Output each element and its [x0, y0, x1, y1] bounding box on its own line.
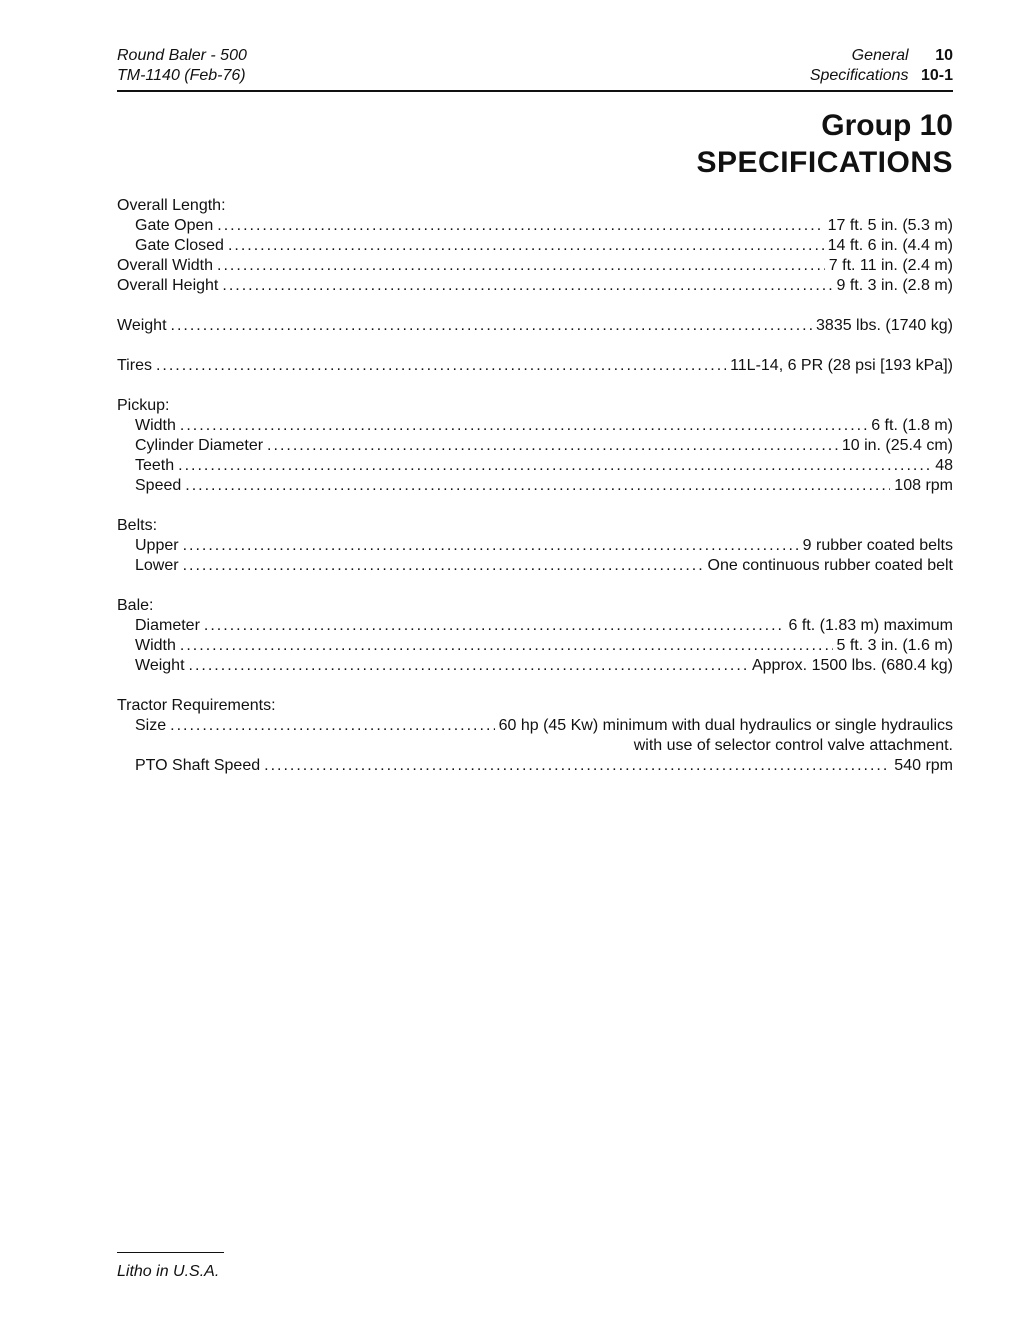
manual-number: TM-1140 (Feb-76)	[117, 67, 246, 84]
dot-leader	[185, 476, 890, 496]
spec-label: Teeth	[135, 457, 175, 474]
spec-value: 6 ft. (1.83 m) maximum	[788, 617, 953, 634]
spec-section-weight	[117, 316, 953, 336]
dot-leader	[180, 636, 833, 656]
spec-row	[117, 556, 953, 576]
dot-leader	[264, 756, 890, 776]
spec-label: Weight	[135, 657, 185, 674]
spec-value: 11L-14, 6 PR (28 psi [193 kPa])	[730, 357, 953, 374]
spec-row	[117, 756, 953, 776]
dot-leader	[217, 216, 823, 236]
dot-leader	[189, 656, 748, 676]
section-number: 10	[935, 47, 953, 64]
print-note: Litho in U.S.A.	[117, 1263, 220, 1280]
spec-value-continuation: with use of selector control valve attachment.	[633, 737, 953, 754]
spec-heading: Bale:	[117, 597, 154, 614]
dot-leader	[170, 716, 494, 736]
spec-value: 7 ft. 11 in. (2.4 m)	[828, 257, 953, 274]
spec-row	[117, 656, 953, 676]
spec-value: One continuous rubber coated belt	[707, 557, 953, 574]
group-title	[117, 108, 953, 182]
spec-page	[117, 46, 953, 796]
spec-row	[117, 636, 953, 656]
dot-leader	[171, 316, 813, 336]
group-number: Group 10	[821, 109, 953, 142]
spec-value: 9 rubber coated belts	[802, 537, 953, 554]
subsection-name: Specifications	[809, 67, 909, 84]
spec-value: 9 ft. 3 in. (2.8 m)	[836, 277, 953, 294]
spec-row	[117, 716, 953, 736]
spec-section-dimensions	[117, 196, 953, 296]
dot-leader	[183, 536, 799, 556]
dot-leader	[217, 256, 825, 276]
spec-row	[117, 476, 953, 496]
spec-heading: Tractor Requirements:	[117, 697, 276, 714]
page-number: 10-1	[920, 67, 953, 84]
dot-leader	[156, 356, 726, 376]
dot-leader	[178, 456, 931, 476]
spec-label: Gate Closed	[135, 237, 224, 254]
spec-label: Lower	[135, 557, 179, 574]
spec-label: Width	[135, 637, 176, 654]
spec-value: 5 ft. 3 in. (1.6 m)	[836, 637, 953, 654]
spec-label: Overall Height	[117, 277, 219, 294]
header-right	[810, 46, 953, 86]
spec-label: Weight	[117, 317, 167, 334]
spec-value: 60 hp (45 Kw) minimum with dual hydraulics or single hydraulics	[498, 717, 953, 734]
group-name: SPECIFICATIONS	[696, 146, 953, 179]
header-rule	[117, 90, 953, 92]
spec-label: Size	[135, 717, 167, 734]
dot-leader	[180, 416, 867, 436]
spec-section-tires	[117, 356, 953, 376]
spec-label: Diameter	[135, 617, 200, 634]
spec-value: 10 in. (25.4 cm)	[841, 437, 953, 454]
section-name: General	[851, 47, 909, 64]
spec-section-tractor	[117, 696, 953, 776]
spec-label: Speed	[135, 477, 182, 494]
spec-row	[117, 416, 953, 436]
dot-leader	[228, 236, 824, 256]
spec-heading: Belts:	[117, 517, 158, 534]
spec-row	[117, 356, 953, 376]
spec-value: 17 ft. 5 in. (5.3 m)	[827, 217, 953, 234]
page-header	[117, 46, 953, 86]
spec-label: Gate Open	[135, 217, 214, 234]
dot-leader	[204, 616, 785, 636]
spec-value: 540 rpm	[894, 757, 953, 774]
spec-heading: Pickup:	[117, 397, 170, 414]
spec-row	[117, 256, 953, 276]
spec-label: PTO Shaft Speed	[135, 757, 261, 774]
spec-label: Width	[135, 417, 176, 434]
spec-value: 108 rpm	[894, 477, 953, 494]
page-footer	[117, 1252, 224, 1281]
spec-label: Tires	[117, 357, 152, 374]
spec-value: 3835 lbs. (1740 kg)	[816, 317, 953, 334]
dot-leader	[183, 556, 704, 576]
spec-section-pickup	[117, 396, 953, 496]
spec-label: Upper	[135, 537, 179, 554]
spec-list	[117, 196, 953, 776]
spec-value: 14 ft. 6 in. (4.4 m)	[827, 237, 953, 254]
spec-row	[117, 276, 953, 296]
spec-row	[117, 456, 953, 476]
spec-heading: Overall Length:	[117, 197, 226, 214]
spec-row	[117, 436, 953, 456]
header-left	[117, 46, 247, 86]
spec-row	[117, 236, 953, 256]
spec-row	[117, 616, 953, 636]
spec-row	[117, 536, 953, 556]
spec-value: 48	[935, 457, 953, 474]
dot-leader	[267, 436, 838, 456]
spec-section-bale	[117, 596, 953, 676]
spec-section-belts	[117, 516, 953, 576]
dot-leader	[222, 276, 832, 296]
spec-row	[117, 216, 953, 236]
spec-label: Overall Width	[117, 257, 214, 274]
footer-rule	[117, 1252, 224, 1253]
manual-title: Round Baler - 500	[117, 47, 247, 64]
spec-row	[117, 316, 953, 336]
spec-value: Approx. 1500 lbs. (680.4 kg)	[751, 657, 953, 674]
spec-value: 6 ft. (1.8 m)	[871, 417, 953, 434]
spec-label: Cylinder Diameter	[135, 437, 264, 454]
